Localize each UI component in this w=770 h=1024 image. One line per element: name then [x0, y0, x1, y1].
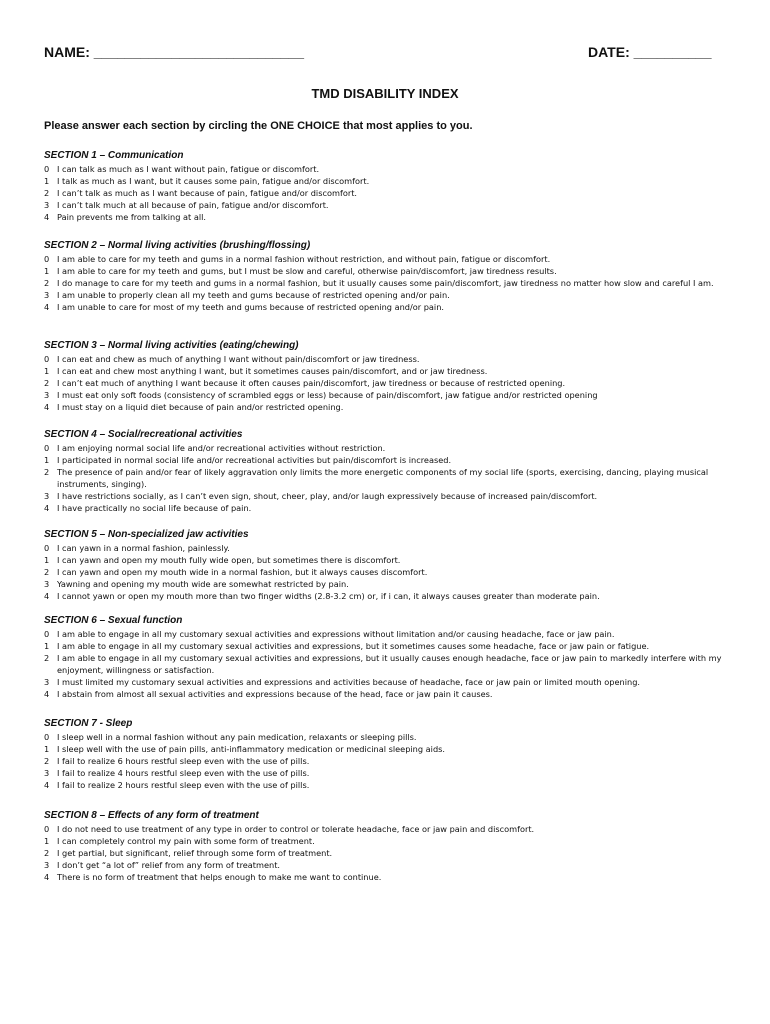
option-number: 4 [44, 503, 50, 513]
answer-option[interactable] [44, 253, 734, 265]
section-title: SECTION 7 - Sleep [44, 718, 133, 729]
section-title: SECTION 2 – Normal living activities (brushing/flossing) [44, 240, 311, 251]
page-title: TMD DISABILITY INDEX [311, 86, 459, 101]
option-number: 0 [44, 254, 50, 264]
option-text: I have practically no social life because of pain. [57, 503, 252, 513]
answer-option[interactable] [44, 688, 734, 700]
option-number: 1 [44, 836, 50, 846]
option-number: 0 [44, 629, 50, 639]
option-number: 0 [44, 824, 50, 834]
option-number: 2 [44, 848, 50, 858]
answer-option[interactable] [44, 652, 734, 676]
option-text: I can’t eat much of anything I want because it often causes pain/discomfort, jaw tiredness or because of restricted opening. [57, 378, 566, 388]
option-text: I can eat and chew as much of anything I want without pain/discomfort or jaw tiredness. [57, 354, 420, 364]
section-title: SECTION 4 – Social/recreational activities [44, 429, 243, 440]
option-number: 2 [44, 188, 50, 198]
option-text: I have restrictions socially, as I can’t even sign, shout, cheer, play, and/or laugh expressively because of increased pain/discomfort. [57, 491, 598, 501]
answer-option[interactable] [44, 542, 734, 554]
answer-option[interactable] [44, 502, 734, 514]
answer-option[interactable] [44, 265, 734, 277]
option-number: 1 [44, 455, 50, 465]
section-6 [44, 615, 734, 700]
answer-option[interactable] [44, 779, 734, 791]
option-number: 2 [44, 756, 50, 766]
section-8 [44, 810, 734, 883]
option-text: I cannot yawn or open my mouth more than two finger widths (2.8-3.2 cm) or, if i can, it always causes greater than moderate pain. [57, 591, 600, 601]
option-number: 4 [44, 302, 50, 312]
option-number: 2 [44, 567, 50, 577]
option-number: 3 [44, 491, 50, 501]
option-number: 1 [44, 555, 50, 565]
answer-option[interactable] [44, 377, 734, 389]
instructions-text: Please answer each section by circling the ONE CHOICE that most applies to you. [44, 120, 473, 132]
option-text: I can completely control my pain with some form of treatment. [57, 836, 315, 846]
option-text: I can eat and chew most anything I want, but it sometimes causes pain/discomfort, and or jaw tiredness. [57, 366, 488, 376]
option-text: I can yawn and open my mouth wide in a normal fashion, but it always causes discomfort. [57, 567, 428, 577]
answer-option[interactable] [44, 401, 734, 413]
answer-option[interactable] [44, 211, 734, 223]
answer-option[interactable] [44, 277, 734, 289]
option-text: I must eat only soft foods (consistency of scrambled eggs or less) because of pain/discomfort, jaw fatigue and/or restricted opening [57, 390, 598, 400]
option-text: I can’t talk as much as I want because of pain, fatigue and/or discomfort. [57, 188, 358, 198]
answer-option[interactable] [44, 199, 734, 211]
answer-option[interactable] [44, 353, 734, 365]
option-text: I am unable to care for most of my teeth and gums because of restricted opening and/or pain. [57, 302, 444, 312]
option-number: 0 [44, 443, 50, 453]
option-text: I sleep well with the use of pain pills, anti-inflammatory medication or medicinal sleeping aids. [57, 744, 446, 754]
answer-option[interactable] [44, 676, 734, 688]
option-text: I don’t get “a lot of” relief from any form of treatment. [57, 860, 281, 870]
option-text: I can yawn in a normal fashion, painlessly. [57, 543, 230, 553]
section-7 [44, 718, 734, 791]
option-number: 3 [44, 390, 50, 400]
option-text: I must limited my customary sexual activities and expressions and activities because of headache, face or jaw pain or limited mouth opening. [57, 677, 640, 687]
section-title: SECTION 1 – Communication [44, 150, 184, 161]
option-text: I can talk as much as I want without pain, fatigue or discomfort. [57, 164, 320, 174]
section-title: SECTION 8 – Effects of any form of treatment [44, 810, 259, 821]
answer-option[interactable] [44, 640, 734, 652]
option-number: 1 [44, 266, 50, 276]
option-text: I do manage to care for my teeth and gums in a normal fashion, but it usually causes some pain/discomfort, jaw tiredness no matter how slow and careful I am. [57, 278, 714, 288]
option-text: I abstain from almost all sexual activities and expressions because of the head, face or jaw pain it causes. [57, 689, 493, 699]
option-text: Pain prevents me from talking at all. [57, 212, 207, 222]
answer-option[interactable] [44, 301, 734, 313]
option-text: There is no form of treatment that helps enough to make me want to continue. [57, 872, 382, 882]
option-number: 4 [44, 402, 50, 412]
answer-option[interactable] [44, 466, 734, 490]
option-number: 1 [44, 641, 50, 651]
section-5 [44, 529, 734, 602]
answer-option[interactable] [44, 859, 734, 871]
answer-option[interactable] [44, 743, 734, 755]
option-number: 0 [44, 732, 50, 742]
answer-option[interactable] [44, 871, 734, 883]
answer-option[interactable] [44, 823, 734, 835]
option-number: 4 [44, 780, 50, 790]
section-3 [44, 340, 734, 413]
option-text: I am able to care for my teeth and gums, but I must be slow and careful, otherwise pain/discomfort, jaw tiredness results. [57, 266, 557, 276]
answer-option[interactable] [44, 389, 734, 401]
answer-option[interactable] [44, 835, 734, 847]
answer-option[interactable] [44, 442, 734, 454]
section-4 [44, 429, 734, 514]
answer-option[interactable] [44, 628, 734, 640]
option-text: I am enjoying normal social life and/or recreational activities without restriction. [57, 443, 386, 453]
option-number: 4 [44, 591, 50, 601]
option-number: 3 [44, 768, 50, 778]
option-text: I fail to realize 6 hours restful sleep even with the use of pills. [57, 756, 310, 766]
option-number: 4 [44, 689, 50, 699]
option-number: 3 [44, 290, 50, 300]
section-title: SECTION 6 – Sexual function [44, 615, 183, 626]
option-number: 2 [44, 467, 50, 477]
option-number: 0 [44, 354, 50, 364]
answer-option[interactable] [44, 454, 734, 466]
option-text: I am unable to properly clean all my teeth and gums because of restricted opening and/or pain. [57, 290, 450, 300]
section-title: SECTION 5 – Non-specialized jaw activities [44, 529, 249, 540]
option-text: I fail to realize 4 hours restful sleep even with the use of pills. [57, 768, 310, 778]
option-text: I am able to engage in all my customary sexual activities and expressions without limitation and/or causing headache, face or jaw pain. [57, 629, 615, 639]
option-number: 4 [44, 212, 50, 222]
option-number: 2 [44, 378, 50, 388]
option-number: 3 [44, 200, 50, 210]
option-text: I get partial, but significant, relief through some form of treatment. [57, 848, 333, 858]
option-number: 1 [44, 366, 50, 376]
answer-option[interactable] [44, 590, 734, 602]
option-text: I must stay on a liquid diet because of pain and/or restricted opening. [57, 402, 344, 412]
option-text: I am able to engage in all my customary sexual activities and expressions, but it sometimes causes some headache, face or jaw pain or fatigue. [57, 641, 650, 651]
date-field-label: DATE: __________ [588, 44, 712, 60]
option-number: 4 [44, 872, 50, 882]
answer-option[interactable] [44, 365, 734, 377]
option-number: 3 [44, 677, 50, 687]
option-text: I am able to engage in all my customary sexual activities and expressions, but it usually causes enough headache, face or jaw pain to markedly interfere with my enjoyment, willingness or satisfaction. [57, 653, 722, 675]
answer-option[interactable] [44, 554, 734, 566]
answer-option[interactable] [44, 578, 734, 590]
option-number: 3 [44, 860, 50, 870]
option-number: 2 [44, 653, 50, 663]
option-text: I participated in normal social life and/or recreational activities but pain/discomfort is increased. [57, 455, 452, 465]
answer-option[interactable] [44, 187, 734, 199]
option-text: I am able to care for my teeth and gums in a normal fashion without restriction, and without pain, fatigue or discomfort. [57, 254, 551, 264]
section-title: SECTION 3 – Normal living activities (eating/chewing) [44, 340, 299, 351]
option-text: I sleep well in a normal fashion without any pain medication, relaxants or sleeping pills. [57, 732, 417, 742]
option-number: 0 [44, 543, 50, 553]
section-2 [44, 240, 734, 313]
answer-option[interactable] [44, 731, 734, 743]
option-text: Yawning and opening my mouth wide are somewhat restricted by pain. [57, 579, 349, 589]
option-number: 0 [44, 164, 50, 174]
answer-option[interactable] [44, 767, 734, 779]
option-number: 2 [44, 278, 50, 288]
option-text: I talk as much as I want, but it causes some pain, fatigue and/or discomfort. [57, 176, 370, 186]
name-field-label: NAME: ___________________________ [44, 44, 304, 60]
option-number: 1 [44, 176, 50, 186]
answer-option[interactable] [44, 175, 734, 187]
option-text: The presence of pain and/or fear of likely aggravation only limits the more energetic components of my social life (sports, exercising, dancing, playing musical instruments, singing). [57, 467, 709, 489]
option-number: 3 [44, 579, 50, 589]
answer-option[interactable] [44, 847, 734, 859]
answer-option[interactable] [44, 566, 734, 578]
option-text: I can yawn and open my mouth fully wide open, but sometimes there is discomfort. [57, 555, 401, 565]
answer-option[interactable] [44, 755, 734, 767]
section-1 [44, 150, 734, 223]
option-text: I can’t talk much at all because of pain, fatigue and/or discomfort. [57, 200, 329, 210]
answer-option[interactable] [44, 490, 734, 502]
answer-option[interactable] [44, 289, 734, 301]
answer-option[interactable] [44, 163, 734, 175]
option-text: I do not need to use treatment of any type in order to control or tolerate headache, face or jaw pain and discomfort. [57, 824, 535, 834]
option-text: I fail to realize 2 hours restful sleep even with the use of pills. [57, 780, 310, 790]
option-number: 1 [44, 744, 50, 754]
